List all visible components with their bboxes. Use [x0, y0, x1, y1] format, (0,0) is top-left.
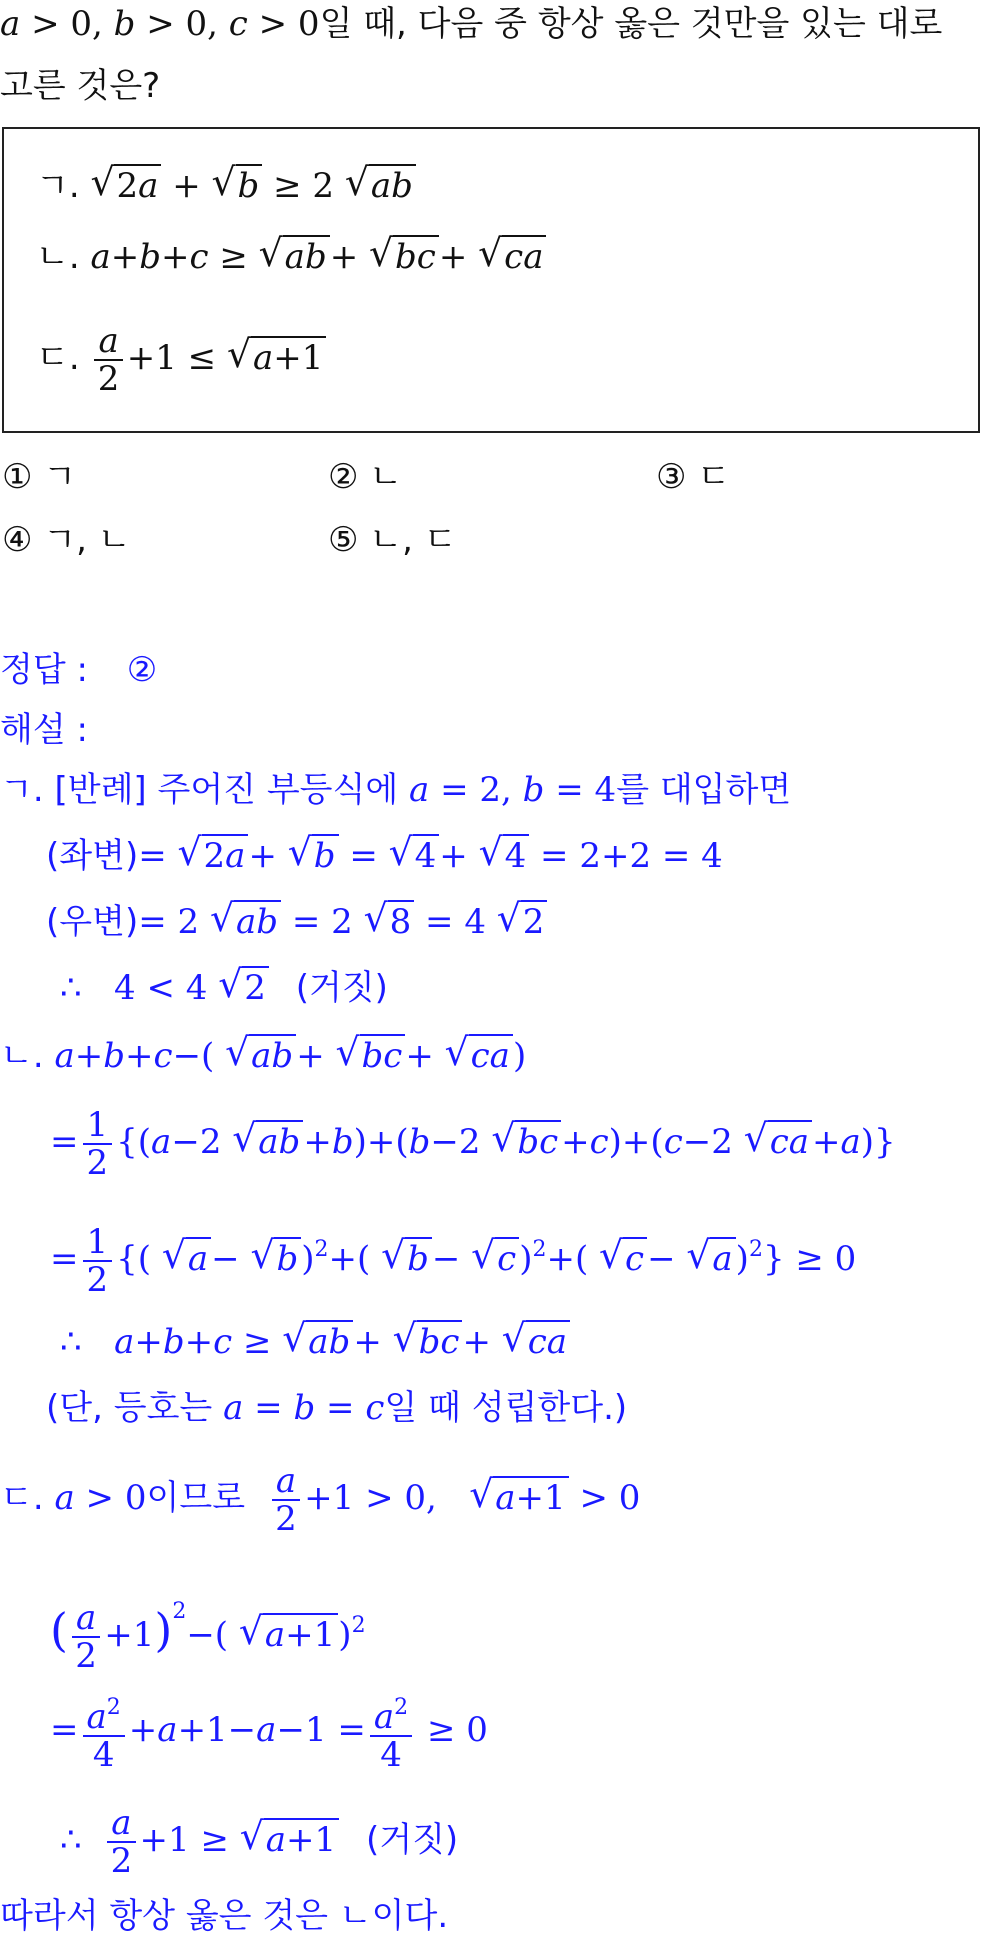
solution-d-line2: ( $\frac{a}{2}$ +1)$^2$−( √ a+1)$^2$ — [50, 1597, 366, 1676]
choice-5[interactable]: ⑤ ㄴ, ㄷ — [328, 520, 457, 560]
solution-conclusion: 따라서 항상 옳은 것은 ㄴ이다. — [0, 1896, 449, 1936]
choice-1[interactable]: ① ㄱ — [2, 457, 77, 497]
question-line-1: a > 0, b > 0, c > 0일 때, 다음 중 항상 옳은 것만을 있는 대로 — [0, 4, 943, 44]
solution-d-therefore: ∴ $\frac{a}{2}$ +1 ≥ √ a+1 (거짓) — [60, 1802, 459, 1881]
solution-g-therefore: ∴ 4 < 4 √ 2 (거짓) — [60, 962, 388, 1008]
solution-d-line1: ㄷ. a > 0이므로 $\frac{a}{2}$ +1 > 0, √ a+1 > 0 — [0, 1460, 641, 1539]
choice-4[interactable]: ④ ㄱ, ㄴ — [2, 520, 131, 560]
solution-n-line3: = $\frac{1}{2}$ {( √ a− √ b)$^2$+( √ b− √ c)$^2$+( √ c− √ a)$^2$} ≥ 0 — [50, 1221, 857, 1300]
question-line-2: 고른 것은? — [0, 66, 161, 106]
solution-g-intro: ㄱ. [반례] 주어진 부등식에 a = 2, b = 4를 대입하면 — [0, 770, 792, 810]
statement-a: ㄱ. √ 2a + √ b ≥ 2 √ ab — [36, 164, 416, 208]
answer-line: 정답 : ② — [0, 650, 158, 690]
statement-c: ㄷ. $\frac{a}{2}$ +1 ≤ √ a+1 — [36, 318, 326, 398]
choice-2[interactable]: ② ㄴ — [328, 457, 403, 497]
solution-g-left: (좌변)= √ 2a+ √ b = √ 4+ √ 4 = 2+2 = 4 — [46, 830, 723, 876]
solution-n-equality: (단, 등호는 a = b = c일 때 성립한다.) — [46, 1388, 628, 1428]
solution-title: 해설 : — [0, 710, 88, 750]
solution-d-line3: = $\frac{a^2}{4}$ +a+1−a−1 = $\frac{a^2}{4}$ ≥ 0 — [50, 1690, 488, 1773]
solution-n-therefore: ∴ a+b+c ≥ √ ab+ √ bc+ √ ca — [60, 1320, 570, 1364]
solution-n-line1: ㄴ. a+b+c−( √ ab+ √ bc+ √ ca) — [0, 1030, 527, 1076]
statement-b: ㄴ. a+b+c ≥ √ ab+ √ bc+ √ ca — [36, 235, 546, 279]
solution-n-line2: = $\frac{1}{2}$ {(a−2 √ ab+b)+(b−2 √ bc+c)+(c−2 √ ca+a)} — [50, 1104, 896, 1183]
question-text: 일 때, 다음 중 항상 옳은 것만을 있는 대로 — [319, 4, 943, 44]
solution-g-right: (우변)= 2 √ ab = 2 √ 8 = 4 √ 2 — [46, 900, 547, 944]
choice-3[interactable]: ③ ㄷ — [656, 457, 731, 497]
